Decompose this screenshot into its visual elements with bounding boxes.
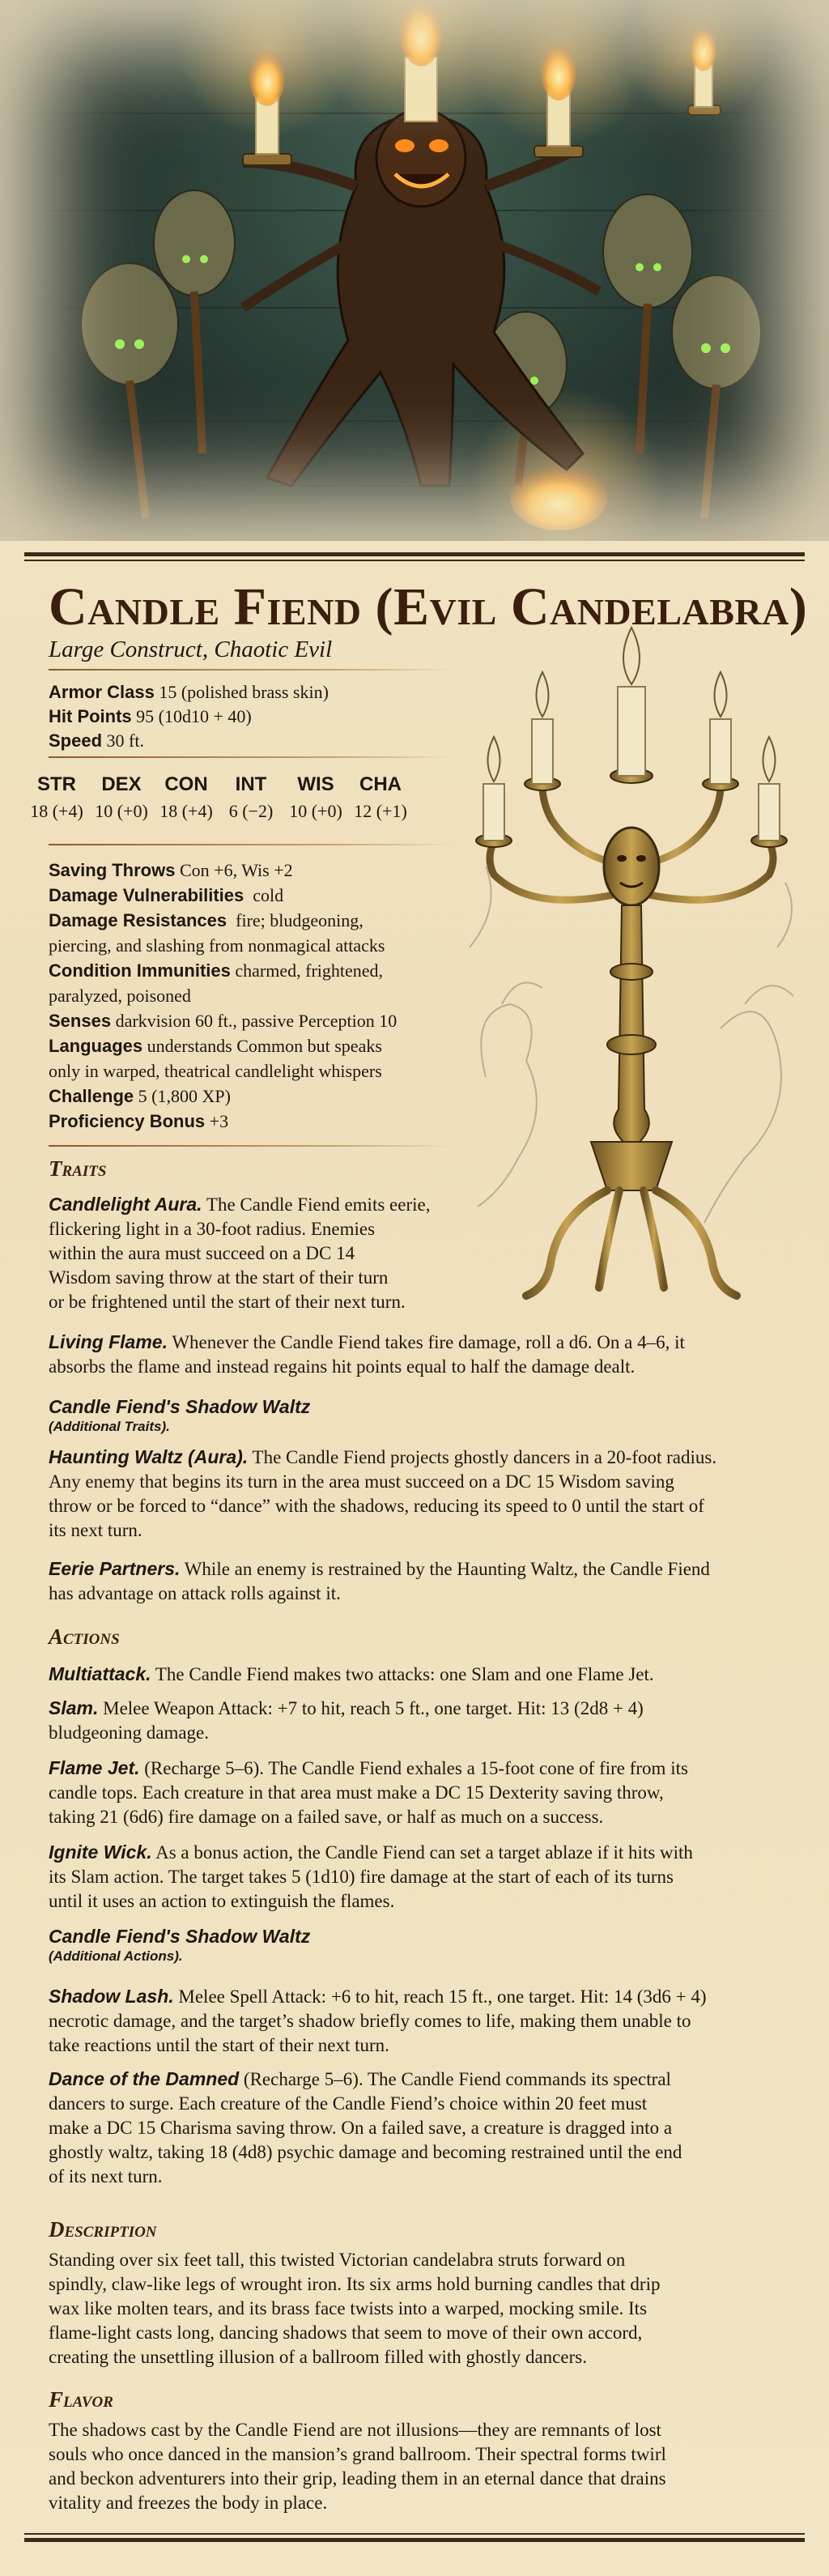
traits-shadow-waltz-heading: Candle Fiend's Shadow Waltz (Additional Traits).	[49, 1396, 311, 1434]
action-shadow-lash: Shadow Lash. Melee Spell Attack: +6 to hit, reach 15 ft., one target. Hit: 14 (3d6 + 4) necrotic damage, and the target’s shadow briefly comes to life, making them unable to take reactions until the start of their next turn.	[49, 1986, 707, 2055]
ability-cha: CHA 12 (+1)	[354, 773, 407, 821]
divider	[49, 844, 453, 845]
speed-line: Speed 30 ft.	[49, 730, 144, 751]
trait-candlelight-aura: Candlelight Aura. The Candle Fiend emits eerie, flickering light in a 30-foot radius. Enemies within the aura must succeed on a DC 14 Wisdom saving throw at the start of their turn or be frightened until the start of their next turn.	[49, 1194, 431, 1312]
footer-rule-thin	[24, 2533, 805, 2535]
description-heading: Description	[49, 2217, 157, 2242]
trait-haunting-waltz: Haunting Waltz (Aura). The Candle Fiend projects ghostly dancers in a 20-foot radius. Any enemy that begins its turn in the area must succeed on a DC 15 Wisdom saving throw or be forced to “dance” with the shadows, reducing its speed to 0 until the start of its next turn.	[49, 1446, 717, 1540]
trait-living-flame: Living Flame. Whenever the Candle Fiend takes fire damage, roll a d6. On a 4–6, it absorbs the flame and instead regains hit points equal to half the damage dealt.	[49, 1331, 685, 1377]
action-ignite-wick: Ignite Wick. As a bonus action, the Candle Fiend can set a target ablaze if it hits with its Slam action. The target takes 5 (1d10) fire damage at the start of each of its turns until it uses an action to extinguish the flames.	[49, 1842, 693, 1911]
header-rule	[24, 552, 805, 556]
proficiency-line: Proficiency Bonus +3	[49, 1111, 229, 1131]
ability-wis: WIS 10 (+0)	[289, 773, 342, 821]
languages-line: Languages understands Common but speaks	[49, 1036, 382, 1056]
traits-heading: Traits	[49, 1156, 107, 1181]
action-flame-jet: Flame Jet. (Recharge 5–6). The Candle Fiend exhales a 15-foot cone of fire from its candle tops. Each creature in that area must make a DC 15 Dexterity saving throw, taking 21 (6d6) fire damage on a failed save, or half as much on a success.	[49, 1757, 688, 1827]
hero-illustration	[0, 0, 829, 541]
monster-subtitle: Large Construct, Chaotic Evil	[49, 637, 333, 662]
actions-shadow-waltz-heading: Candle Fiend's Shadow Waltz (Additional Actions).	[49, 1926, 311, 1964]
divider	[49, 1145, 453, 1147]
resistances-line-2: piercing, and slashing from nonmagical attacks	[49, 935, 385, 956]
action-dance-of-the-damned: Dance of the Damned (Recharge 5–6). The Candle Fiend commands its spectral dancers to surge. Each creature of the Candle Fiend’s choice within 20 feet must make a DC 15 Charisma saving throw. On a failed save, a creature is dragged into a ghostly waltz, taking 18 (4d8) psychic damage and becoming restrained until the end of its next turn.	[49, 2068, 682, 2186]
header-rule-thin	[24, 560, 805, 561]
vulnerabilities-line: Damage Vulnerabilities cold	[49, 885, 284, 905]
action-multiattack: Multiattack. The Candle Fiend makes two attacks: one Slam and one Flame Jet.	[49, 1663, 654, 1684]
divider	[49, 669, 453, 671]
condition-immunities-line-2: paralyzed, poisoned	[49, 986, 191, 1006]
footer-rule	[24, 2538, 805, 2542]
monster-title: Candle Fiend (Evil Candelabra)	[49, 577, 808, 637]
saving-throws-line: Saving Throws Con +6, Wis +2	[49, 860, 293, 880]
description-text: Standing over six feet tall, this twisted Victorian candelabra struts forward on spindly, claw-like legs of wrought iron. Its six arms hold burning candles that drip wax like molten tears, and its brass face twists into a warped, mocking smile. Its flame-light casts long, dancing shadows that seem to move of their own accord, creating the unsettling illusion of a ballroom filled with ghostly dancers.	[49, 2250, 661, 2367]
actions-heading: Actions	[49, 1624, 120, 1649]
languages-line-2: only in warped, theatrical candlelight whispers	[49, 1061, 382, 1081]
condition-immunities-line: Condition Immunities charmed, frightened,	[49, 960, 384, 981]
challenge-line: Challenge 5 (1,800 XP)	[49, 1086, 231, 1106]
senses-line: Senses darkvision 60 ft., passive Perception 10	[49, 1011, 397, 1031]
flavor-heading: Flavor	[49, 2387, 113, 2412]
resistances-line: Damage Resistances fire; bludgeoning,	[49, 910, 363, 930]
candle-fiend-scene-illustration	[0, 0, 829, 541]
ability-dex: DEX 10 (+0)	[95, 773, 148, 821]
flavor-text: The shadows cast by the Candle Fiend are not illusions—they are remnants of lost souls who once danced in the mansion’s grand ballroom. Their spectral forms twirl and beckon adventurers into their grip, leading them in an eternal dance that drains vitality and freezes the body in place.	[49, 2420, 666, 2513]
divider	[49, 756, 453, 758]
ability-str: STR 18 (+4)	[30, 773, 83, 821]
action-slam: Slam. Melee Weapon Attack: +7 to hit, reach 5 ft., one target. Hit: 13 (2d8 + 4) bludgeoning damage.	[49, 1697, 644, 1743]
ability-int: INT 6 (−2)	[228, 773, 274, 821]
trait-eerie-partners: Eerie Partners. While an enemy is restrained by the Haunting Waltz, the Candle Fiend has advantage on attack rolls against it.	[49, 1558, 710, 1603]
armor-class-line: Armor Class 15 (polished brass skin)	[49, 682, 329, 702]
hit-points-line: Hit Points 95 (10d10 + 40)	[49, 706, 252, 726]
candelabra-illustration	[453, 624, 810, 1336]
ability-con: CON 18 (+4)	[159, 773, 213, 821]
